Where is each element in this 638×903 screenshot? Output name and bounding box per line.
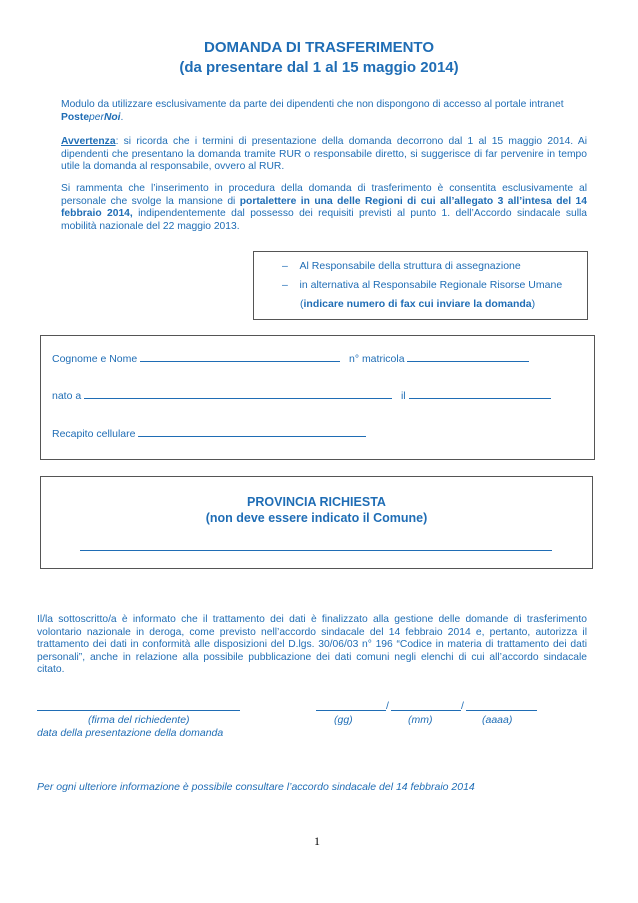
birthdate-label: il (400, 390, 406, 402)
recipient-note (300, 298, 535, 310)
birth-row (52, 390, 551, 403)
warning-text: : si ricorda che i termini di presentazione della domanda decorrono dal 1 al 15 maggio 2014. Ai dipendenti che presentano la domanda tramite RUR o responsabile diretto, si suggerisce di far pervenire in tempo utile la domanda al responsabile, ovvero al RUR. (61, 136, 587, 173)
day-field[interactable] (316, 710, 386, 711)
phone-label: Recapito cellulare (52, 428, 136, 440)
surname-field[interactable] (140, 360, 340, 362)
province-subtitle: (non deve essere indicato il Comune) (205, 511, 428, 525)
note-open: ( (300, 298, 304, 310)
warning-label: Avvertenza (61, 136, 116, 147)
year-label: (aaaa) (482, 714, 513, 726)
brand-noi: Noi (103, 111, 121, 123)
recipient-item-1 (282, 260, 521, 272)
privacy-paragraph: Il/la sottoscritto/a è informato che il trattamento dei dati è finalizzato alla gestione delle domande di trasferimento volontario nazionale in deroga, come previsto nell’accordo sindacale del 14 febbraio 2014 e, pertanto, autorizza il trattamento dei dati in conformità alle disposizioni del D.lgs. 30/06/03 n° 196 “Codice in materia di trattamento dei dati personali”, anche in relazione alla possibile pubblicazione dei dati comuni negli elenchi di cui all’accordo sindacale citato. (37, 614, 587, 676)
province-box (40, 476, 593, 569)
surname-row (52, 353, 529, 366)
month-field[interactable] (391, 710, 461, 711)
bullet-dash: – (282, 260, 288, 272)
page-title: DOMANDA DI TRASFERIMENTO (204, 39, 434, 56)
province-field[interactable] (80, 550, 552, 551)
personal-data-box (40, 335, 595, 460)
reminder-bold: portalettere in una delle Regioni di cui all’allegato 3 all’intesa del 14 febbraio 2014, (61, 195, 587, 220)
reminder-text-a: Si rammenta che l’inserimento in procedura della domanda di trasferimento è consentita esclusivamente al personale che svolge la mansione di (61, 183, 587, 207)
phone-row (52, 428, 366, 441)
month-label: (mm) (408, 714, 433, 726)
day-label: (gg) (334, 714, 353, 726)
intro-paragraph (61, 99, 587, 124)
recipients-box (253, 251, 588, 320)
note-close: ) (531, 298, 536, 310)
signature-field[interactable] (37, 710, 240, 711)
page-number: 1 (314, 834, 320, 848)
intro-text: Modulo da utilizzare esclusivamente da parte dei dipendenti che non dispongono di accesso al portale intranet (61, 99, 564, 110)
brand-per: per (89, 111, 104, 123)
recipient-item-2-label: in alternativa al Responsabile Regionale Risorse Umane (299, 279, 563, 291)
matricola-label: n° matricola (348, 353, 405, 365)
footer-note: Per ogni ulteriore informazione è possibile consultare l’accordo sindacale del 14 febbraio 2014 (37, 781, 475, 793)
date-slash-2: / (461, 700, 464, 712)
birthdate-field[interactable] (409, 397, 551, 399)
warning-paragraph (61, 136, 587, 174)
year-field[interactable] (466, 710, 537, 711)
signature-label: (firma del richiedente) (88, 714, 190, 726)
province-title: PROVINCIA RICHIESTA (247, 495, 386, 509)
date-slash-1: / (386, 700, 389, 712)
recipient-item-2 (282, 279, 562, 291)
surname-label: Cognome e Nome (52, 353, 138, 365)
birthplace-field[interactable] (84, 397, 392, 399)
bullet-dash: – (282, 279, 288, 291)
intro-period: . (120, 111, 124, 123)
matricola-field[interactable] (407, 360, 529, 362)
date-caption: data della presentazione della domanda (37, 727, 224, 739)
reminder-text-b: indipendentemente dal possesso dei requisiti previsti al punto 1. dell’Accordo sindacale sulla mobilità nazionale del 22 maggio 2013. (61, 208, 587, 232)
brand-poste: Poste (61, 111, 90, 123)
page-subtitle: (da presentare dal 1 al 15 maggio 2014) (179, 59, 459, 76)
note-bold: indicare numero di fax cui inviare la domanda (303, 298, 532, 310)
born-label: nato a (52, 390, 82, 402)
reminder-paragraph (61, 183, 587, 233)
phone-field[interactable] (138, 435, 366, 437)
recipient-item-1-label: Al Responsabile della struttura di assegnazione (299, 260, 521, 272)
